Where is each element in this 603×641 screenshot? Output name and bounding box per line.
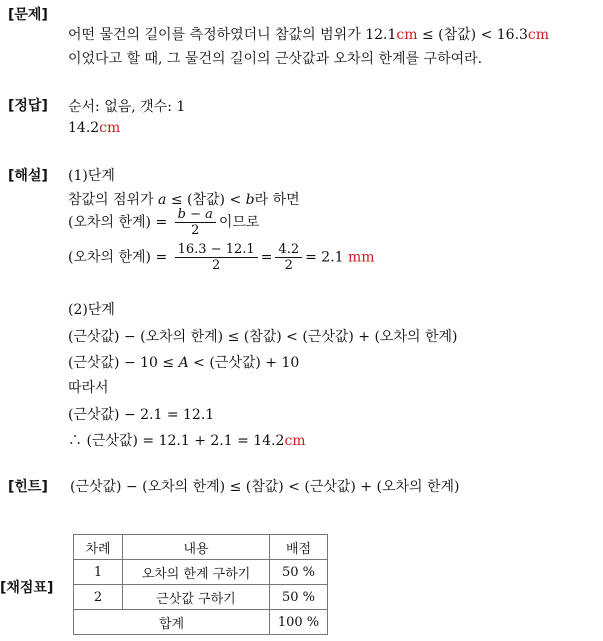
step1-line3-rhs: = 2.1 [305,249,344,266]
step1-line-1 [68,189,300,209]
step2-line-1: (근삿값) − (오차의 한계) ≤ (참값) < (근삿값) + (오차의 한계) [68,329,458,345]
problem-low-unit: cm [396,27,418,43]
step2-line2-prefix: (근삿값) − 10 ≤ [68,355,179,371]
row-content: 근삿값 구하기 [123,585,270,610]
header-points: 배점 [270,535,328,560]
row-order: 2 [74,585,123,610]
scoring-table [73,534,328,635]
step1-line2-lhs: (오차의 한계) = [68,214,172,231]
fraction-numerator: 16.3 − 12.1 [175,242,258,258]
var-b: b [245,192,255,208]
var-a: a [158,192,167,208]
step1-inequality: ≤ (참값) < [166,192,246,208]
fraction-denominator: 2 [284,258,293,273]
step2-line5-text: ∴ (근삿값) = 12.1 + 2.1 = 14.2 [68,433,285,449]
step1-line3-unit: mm [348,249,375,266]
step1-line-2 [68,207,259,238]
scoring-label: [채점표] [0,580,54,596]
step1-line3-lhs: (오차의 한계) = [68,249,172,266]
total-label: 합계 [74,610,270,635]
step2-line2-suffix: < (근삿값) + 10 [188,355,300,371]
table-row [74,560,328,585]
fraction-range [175,242,258,273]
step2-line-2 [68,352,299,372]
problem-line1-text: 어떤 물건의 길이를 측정하였더니 참값의 범위가 [68,27,366,43]
solution-label: [해설] [8,168,48,184]
fraction-diff [275,242,302,273]
answer-label: [정답] [8,98,48,114]
step2-line-3: 따라서 [68,380,109,396]
problem-label: [문제] [8,7,48,23]
answer-value-line [68,120,120,136]
fraction-denominator: 2 [212,258,221,273]
problem-cmp1: ≤ [421,27,434,43]
answer-unit: cm [99,120,121,136]
step1-line1-prefix: 참값의 점위가 [68,192,159,208]
fraction-denominator: 2 [191,223,200,238]
step1-title: (1)단계 [68,168,115,184]
header-order: 차례 [74,535,123,560]
row-points: 50 % [270,560,328,585]
row-order: 1 [74,560,123,585]
fraction-numerator: 4.2 [275,242,302,258]
hint-label: [힌트] [8,479,48,495]
total-row [74,610,328,635]
total-points: 100 % [270,610,328,635]
problem-line-2: 이었다고 할 때, 그 물건의 길이의 근삿값과 오차의 한계를 구하여라. [68,51,483,67]
answer-value: 14.2 [68,120,100,136]
row-points: 50 % [270,585,328,610]
step1-line1-suffix: 라 하면 [254,192,300,208]
hint-text: (근삿값) − (오차의 한계) ≤ (참값) < (근삿값) + (오차의 한계) [70,479,460,495]
problem-high-unit: cm [527,27,550,43]
var-A: A [178,355,189,371]
problem-high-value: 16.3 [496,27,528,43]
header-content: 내용 [123,535,270,560]
step1-line2-rhs: 이므로 [218,214,260,231]
answer-line-1: 순서: 없음, 갯수: 1 [68,99,186,115]
scoring-header-row [74,535,328,560]
problem-low-value: 12.1 [365,27,397,43]
step2-line-4: (근삿값) − 2.1 = 12.1 [68,407,215,423]
problem-true-value: (참값) [438,27,477,43]
step2-line-5 [68,430,306,450]
fraction-numerator: b − a [175,207,216,223]
row-content: 오차의 한계 구하기 [123,560,270,585]
step2-line5-unit: cm [284,433,306,449]
fraction-b-minus-a [175,207,216,238]
problem-line-1 [68,24,549,44]
step1-line-3 [68,242,375,273]
equals-sign: = [260,249,273,266]
table-row [74,585,328,610]
problem-cmp2: < [480,27,493,43]
step2-title: (2)단계 [68,302,115,318]
